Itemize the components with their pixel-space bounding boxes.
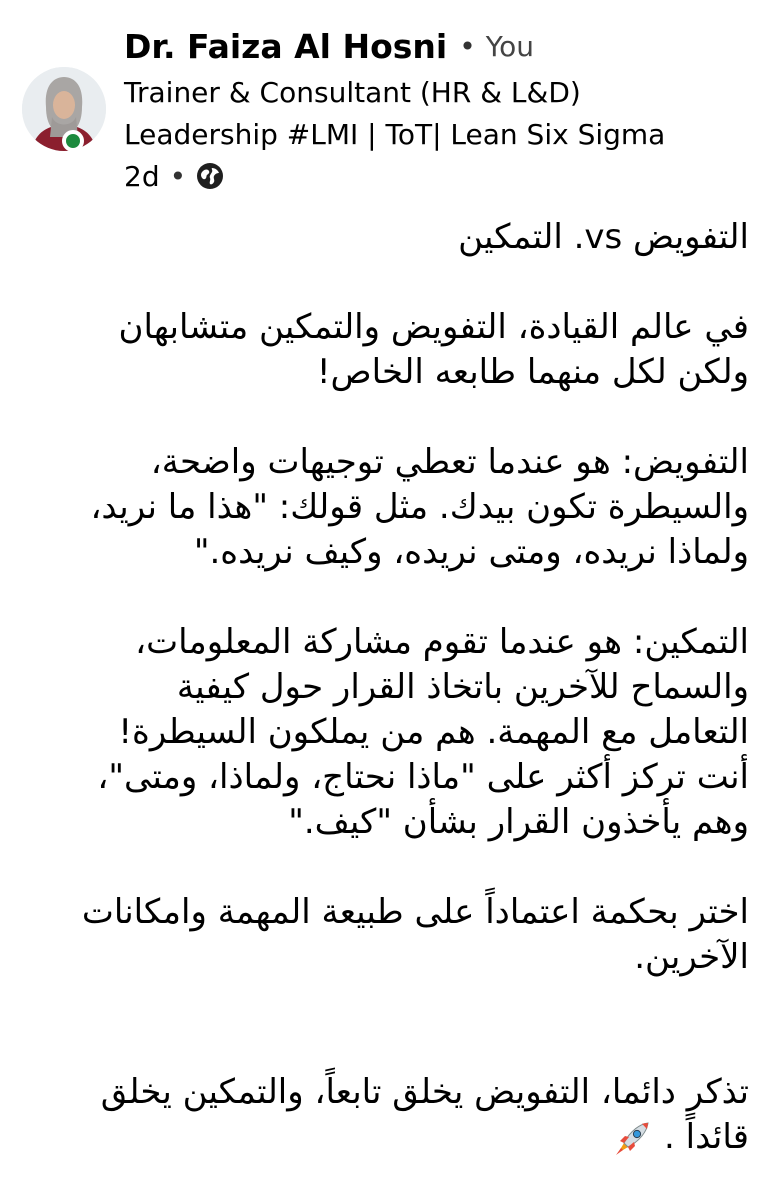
author-headline-line-2: Leadership #LMI | ToT| Lean Six Sigma	[124, 118, 666, 151]
empowerment-line-3: التعامل مع المهمة. هم من يملكون السيطرة!	[118, 712, 749, 752]
post-header	[0, 0, 775, 205]
paragraph-gap	[9, 260, 749, 305]
remember-line-2-row	[9, 1115, 749, 1160]
paragraph-gap	[9, 395, 749, 440]
intro-line-2: ولكن لكل منهما طابعه الخاص!	[316, 352, 749, 392]
name-separator: •	[459, 29, 476, 63]
empowerment-line-2: والسماح للآخرين باتخاذ القرار حول كيفية	[176, 667, 749, 707]
author-name-line	[124, 24, 534, 68]
delegation-line-3: ولماذا نريده، ومتى نريده، وكيف نريده."	[193, 532, 749, 572]
choose-line-2: الآخرين.	[634, 937, 749, 977]
paragraph-gap	[9, 845, 749, 890]
empowerment-line-4: أنت تركز أكثر على "ماذا نحتاج، ولماذا، ومتى"،	[97, 757, 749, 797]
empowerment-line-5: وهم يأخذون القرار بشأن "كيف."	[288, 802, 749, 842]
choose-line-1: اختر بحكمة اعتماداً على طبيعة المهمة وامكانات	[81, 892, 749, 932]
paragraph-gap	[9, 980, 749, 1070]
post-body	[9, 215, 749, 1160]
meta-separator: •	[169, 159, 187, 193]
empowerment-line-1: التمكين: هو عندما تقوم مشاركة المعلومات،	[135, 622, 749, 662]
remember-line-1: تذكر دائما، التفويض يخلق تابعاً، والتمكين يخلق	[100, 1072, 749, 1112]
online-status-indicator	[62, 130, 84, 152]
remember-line-2: قائداً .	[664, 1117, 749, 1157]
paragraph-gap	[9, 575, 749, 620]
delegation-line-1: التفويض: هو عندما تعطي توجيهات واضحة،	[150, 442, 749, 482]
intro-line-1: في عالم القيادة، التفويض والتمكين متشابهان	[118, 307, 749, 347]
post-title: التفويض vs. التمكين	[458, 217, 749, 257]
globe-icon	[196, 162, 224, 190]
delegation-line-2: والسيطرة تكون بيدك. مثل قولك: "هذا ما نريد،	[90, 487, 749, 527]
author-headline-line-1: Trainer & Consultant (HR & L&D)	[124, 76, 581, 109]
relation-label: You	[485, 29, 534, 63]
post-meta	[124, 156, 224, 196]
author-name[interactable]: Dr. Faiza Al Hosni	[124, 26, 448, 66]
rocket-icon	[612, 1119, 652, 1159]
post-time[interactable]: 2d	[124, 159, 160, 193]
